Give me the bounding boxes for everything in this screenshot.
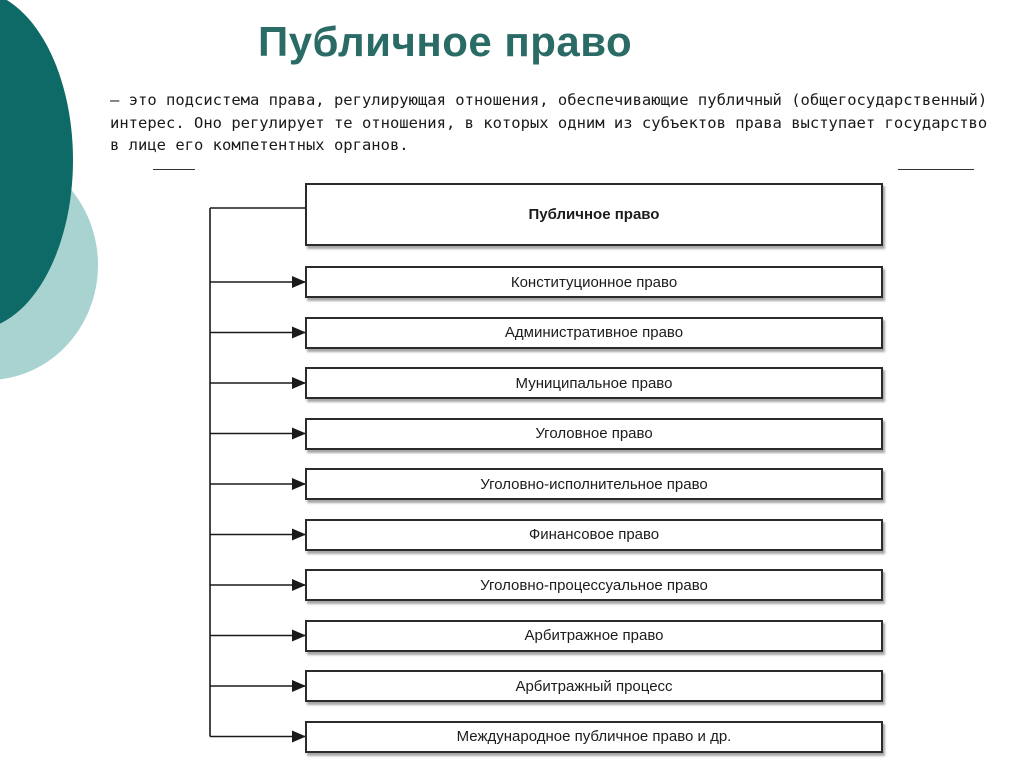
slide-title: Публичное право [258,18,633,65]
definition-text: — это подсистема права, регулирующая отношения, обеспечивающие публичный (общегосударственный) интерес. Оно регулирует те отношения, в которых одним из субъектов права выступает государство в лице его компетентных органов. [110,91,988,154]
branch-box: Арбитражное право [305,620,883,652]
branch-box: Международное публичное право и др. [305,721,883,753]
branch-box: Уголовно-исполнительное право [305,468,883,500]
branch-box: Административное право [305,317,883,349]
branch-box: Финансовое право [305,519,883,551]
branch-box: Арбитражный процесс [305,670,883,702]
root-box: Публичное право [305,183,883,246]
branch-box: Уголовно-процессуальное право [305,569,883,601]
branch-box: Муниципальное право [305,367,883,399]
branch-box: Конституционное право [305,266,883,298]
branch-box: Уголовное право [305,418,883,450]
